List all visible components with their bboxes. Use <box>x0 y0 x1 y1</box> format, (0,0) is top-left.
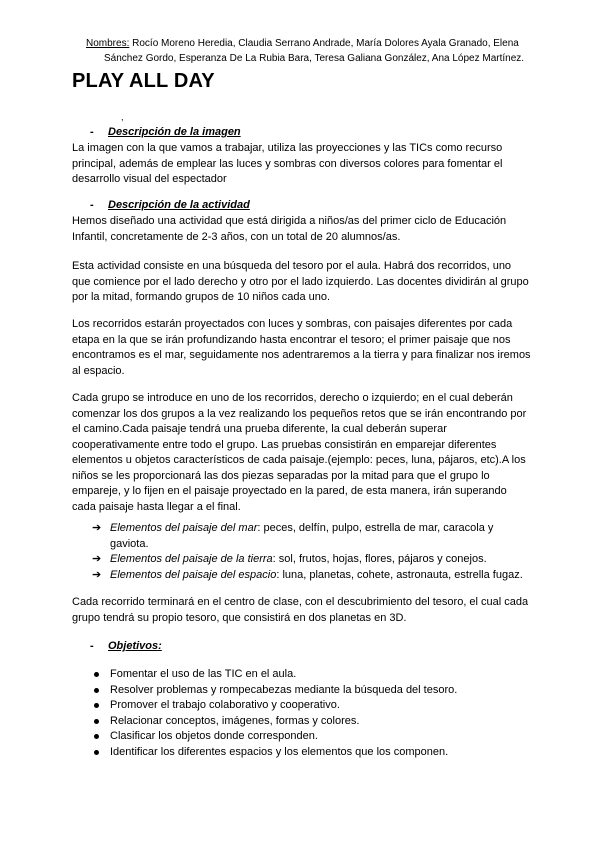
list-item <box>92 552 532 568</box>
paragraph-actividad-1: Hemos diseñado una actividad que está dirigida a niños/as del primer ciclo de Educación Infantil, concretamente de 2-3 años, con un total de 20 alumnos/as. <box>72 215 507 243</box>
objective-text: Identificar los diferentes espacios y los elementos que los componen. <box>110 745 449 758</box>
authors-block <box>86 36 546 66</box>
bullet-icon <box>94 734 99 739</box>
objectives-list <box>92 667 532 760</box>
arrow-icon: ➔ <box>92 568 102 581</box>
list-item <box>92 667 532 683</box>
list-item <box>92 745 532 761</box>
objective-text: Relacionar conceptos, imágenes, formas y colores. <box>110 714 360 727</box>
section-dash: - <box>90 199 94 211</box>
arrow-icon: ➔ <box>92 553 102 565</box>
objective-text: Fomentar el uso de las TIC en el aula. <box>110 668 297 680</box>
bullet-icon <box>94 688 99 693</box>
section-heading-actividad <box>90 199 250 211</box>
elements-list <box>92 521 532 583</box>
authors-line-1: Rocío Moreno Heredia, Claudia Serrano Andrade, María Dolores Ayala Granado, Elena <box>129 38 519 49</box>
list-item <box>92 521 532 552</box>
list-item <box>92 714 532 730</box>
list-item <box>92 683 532 699</box>
section-heading-objetivos <box>90 640 162 652</box>
paragraph-actividad-3: Los recorridos estarán proyectados con luces y sombras, con paisajes diferentes por cada etapa en la que se irán profundizando hasta encontrar el tesoro; el primer paisaje que nos encontramos es el mar, seguidamente nos adentraremos a la tierra y para finalizar nos iremos al espacio. <box>72 318 531 377</box>
authors-line-2: Sánchez Gordo, Esperanza De La Rubia Bara, Teresa Galiana González, Ana López Martínez. <box>104 53 525 64</box>
element-items: : luna, planetas, cohete, astronauta, estrella fugaz. <box>276 568 523 581</box>
list-item <box>92 568 532 584</box>
paragraph-actividad-2: Esta actividad consiste en una búsqueda del tesoro por el aula. Habrá dos recorridos, uno que comience por el lado derecho y otro por el lado izquierdo. Las docentes dividirán al grupo por la mitad, formando grupos de 10 niños cada uno. <box>72 260 529 303</box>
objective-text: Promover el trabajo colaborativo y cooperativo. <box>110 699 340 711</box>
objective-text: Resolver problemas y rompecabezas mediante la búsqueda del tesoro. <box>110 683 458 696</box>
stray-mark: , <box>121 112 124 122</box>
bullet-icon <box>94 719 99 724</box>
section-heading-text: Objetivos: <box>108 640 162 652</box>
element-items: : peces, delfín, pulpo, estrella de mar, caracola y gaviota. <box>110 522 494 550</box>
element-label: Elementos del paisaje del espacio <box>110 568 277 581</box>
bullet-icon <box>94 672 99 677</box>
section-heading-text: Descripción de la actividad <box>108 199 250 211</box>
element-label: Elementos del paisaje del mar <box>110 522 258 534</box>
bullet-icon <box>94 703 99 708</box>
section-heading-text: Descripción de la imagen <box>108 126 241 138</box>
paragraph-imagen: La imagen con la que vamos a trabajar, utiliza las proyecciones y las TICs como recurso principal, además de emplear las luces y sombras con diversos colores para fomentar el desarrollo visual del espectador <box>72 142 503 185</box>
section-dash: - <box>90 126 94 138</box>
list-item <box>92 698 532 714</box>
section-dash: - <box>90 640 94 652</box>
document-title: PLAY ALL DAY <box>72 70 215 92</box>
objective-text: Clasificar los objetos donde corresponden. <box>110 730 318 742</box>
authors-label: Nombres: <box>86 38 130 49</box>
element-label: Elementos del paisaje de la tierra <box>110 553 273 565</box>
arrow-icon: ➔ <box>92 522 102 534</box>
bullet-icon <box>94 750 99 755</box>
paragraph-actividad-4: Cada grupo se introduce en uno de los recorridos, derecho o izquierdo; en el cual deberán comenzar los dos grupos a la vez realizando los pequeños retos que se irán encontrando por el camino.Cada paisaje tendrá una prueba diferente, la cual deberán superar cooperativamente entre todo el grupo. Las pruebas consistirán en emparejar diferentes elementos u objetos característicos de cada paisaje.(ejemplo: peces, luna, pájaros, etc).A los niños se les proporcionará las dos piezas separadas por la mitad para que el grupo lo empareje, y lo fijen en el paisaje proyectado en la pared, de esta manera, irán superando cada paisaje hasta llegar a el final. <box>72 392 527 513</box>
section-heading-imagen <box>90 126 241 138</box>
paragraph-actividad-5: Cada recorrido terminará en el centro de clase, con el descubrimiento del tesoro, el cual cada grupo tendrá su propio tesoro, que consistirá en dos planetas en 3D. <box>72 596 529 624</box>
element-items: : sol, frutos, hojas, flores, pájaros y conejos. <box>272 553 487 565</box>
list-item <box>92 729 532 745</box>
